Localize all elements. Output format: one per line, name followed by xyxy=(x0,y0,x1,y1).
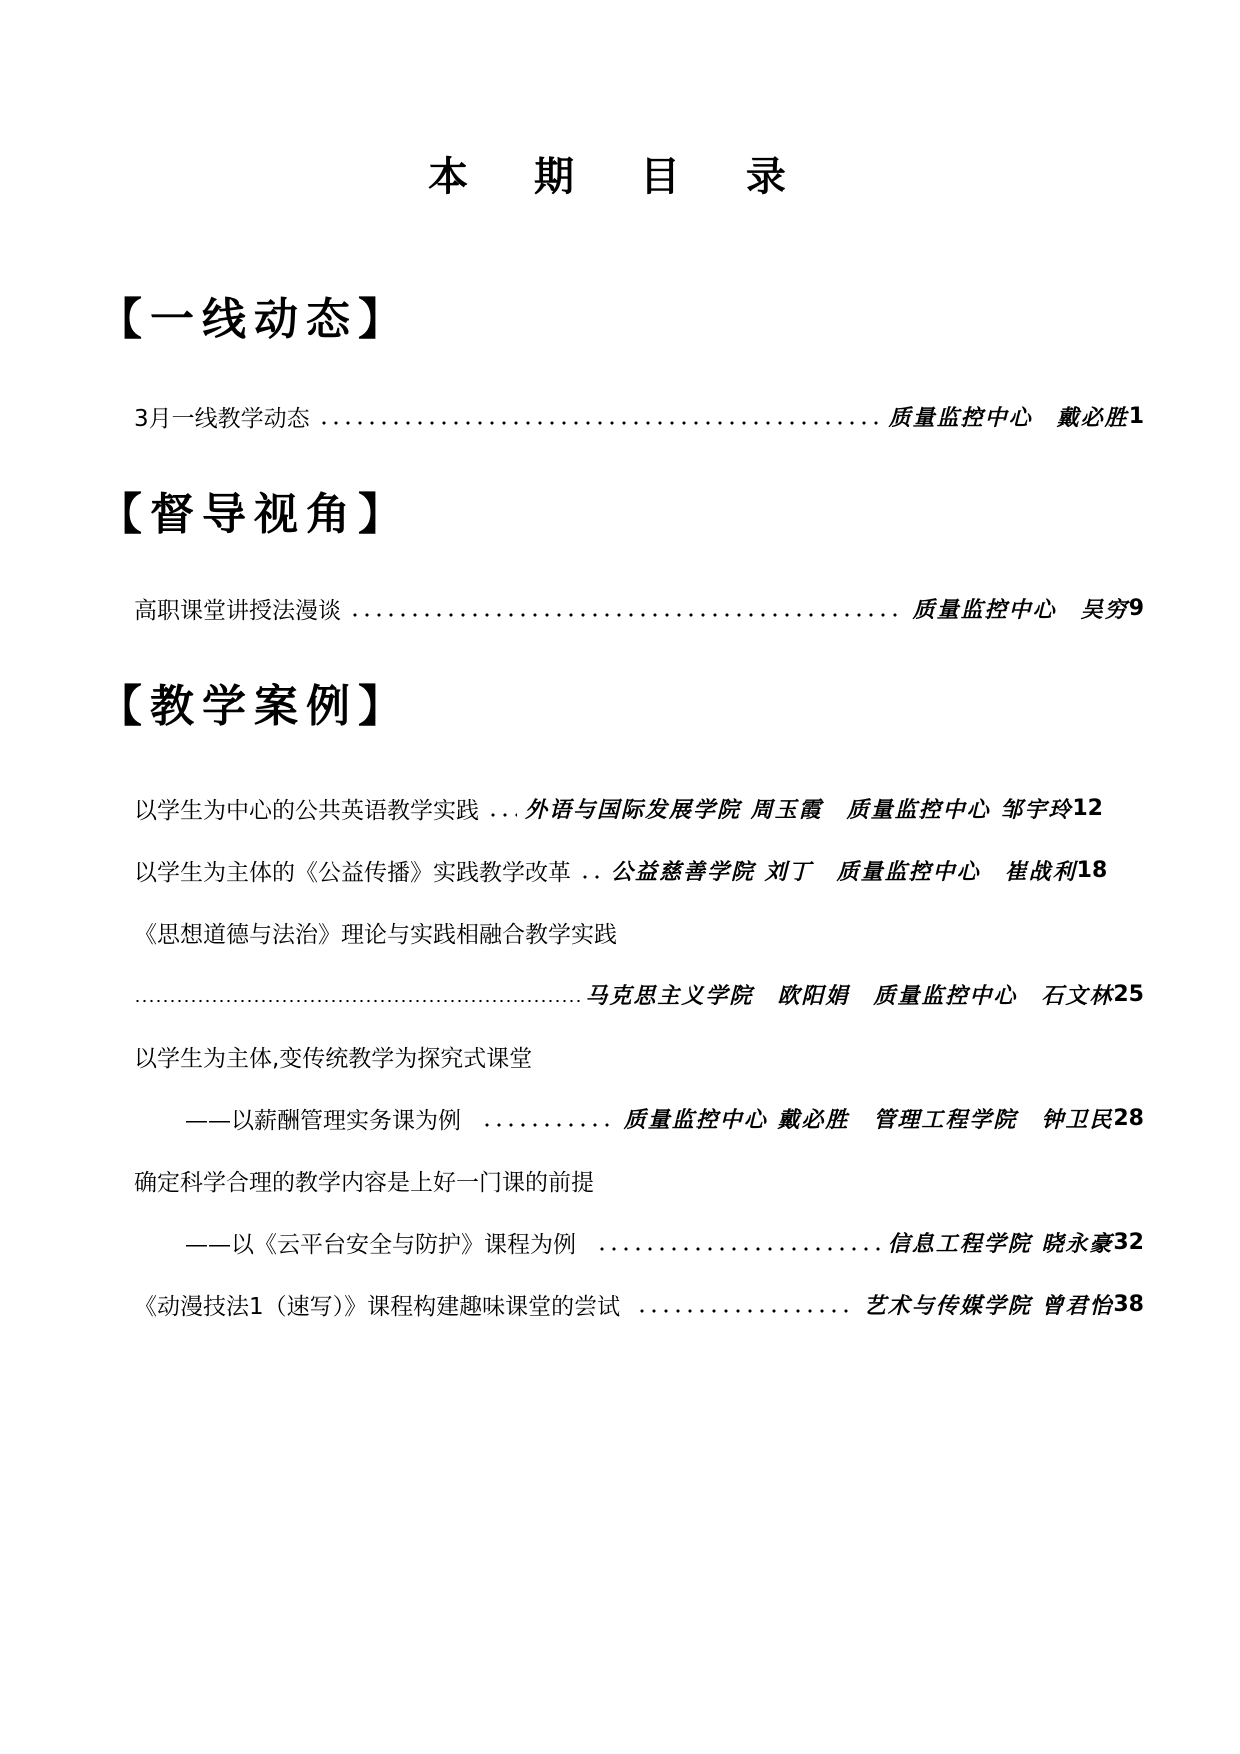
toc-entry-title-line[interactable] xyxy=(134,1036,1144,1076)
dot-leader xyxy=(481,1107,616,1129)
entry-page: 38 xyxy=(1113,1291,1144,1317)
entry-page: 12 xyxy=(1072,795,1103,821)
entry-page: 1 xyxy=(1128,403,1144,429)
entry-author: 公益慈善学院 刘丁 质量监控中心 崔战利 xyxy=(611,858,1077,885)
entry-page: 25 xyxy=(1113,981,1144,1007)
entry-title: 以学生为主体,变传统教学为探究式课堂 xyxy=(134,1045,533,1072)
entry-page: 18 xyxy=(1076,857,1108,883)
entry-title: 《思想道德与法治》理论与实践相融合教学实践 xyxy=(134,921,617,948)
entry-title: 确定科学合理的教学内容是上好一门课的前提 xyxy=(134,1169,594,1196)
dot-leader xyxy=(636,1293,856,1315)
toc-entry-subtitle-line[interactable] xyxy=(185,1222,1144,1262)
page-title: 本 期 目 录 xyxy=(428,153,812,200)
toc-entry-author-line[interactable] xyxy=(134,974,1144,1014)
toc-entry-title-line[interactable] xyxy=(134,1160,1144,1200)
entry-author: 质量监控中心 吴穷 xyxy=(912,596,1129,623)
entry-author: 外语与国际发展学院 周玉霞 质量监控中心 邹宇玲 xyxy=(525,796,1073,823)
entry-page: 9 xyxy=(1128,595,1144,621)
dot-leader xyxy=(579,859,603,881)
dot-leader xyxy=(487,797,517,819)
toc-entry[interactable] xyxy=(134,1284,1144,1324)
section-heading-frontline: 【一线动态】 xyxy=(98,294,410,345)
toc-entry[interactable] xyxy=(134,588,1144,628)
entry-author: 马克思主义学院 欧阳娟 质量监控中心 石文林 xyxy=(585,982,1114,1009)
dot-leader xyxy=(349,597,905,619)
section-heading-cases: 【教学案例】 xyxy=(98,681,410,732)
entry-title: 以学生为中心的公共英语教学实践 xyxy=(134,797,479,824)
toc-entry[interactable] xyxy=(134,396,1144,436)
entry-title: 以学生为主体的《公益传播》实践教学改革 xyxy=(134,859,571,886)
entry-page: 28 xyxy=(1113,1105,1144,1131)
entry-title: 高职课堂讲授法漫谈 xyxy=(134,597,341,624)
entry-author: 质量监控中心 戴必胜 管理工程学院 钟卫民 xyxy=(623,1106,1114,1133)
dot-leader xyxy=(596,1231,880,1253)
entry-title: 3月一线教学动态 xyxy=(134,405,310,432)
toc-entry-title-line[interactable] xyxy=(134,912,1144,952)
dot-leader xyxy=(134,983,581,1005)
toc-entry[interactable] xyxy=(134,788,1144,828)
dot-leader xyxy=(318,405,881,427)
entry-page: 32 xyxy=(1113,1229,1144,1255)
entry-subtitle: ——以《云平台安全与防护》课程为例 xyxy=(185,1231,576,1258)
entry-author: 艺术与传媒学院 曾君怡 xyxy=(863,1292,1114,1319)
entry-author: 信息工程学院 晓永豪 xyxy=(887,1230,1114,1257)
entry-title: 《动漫技法1（速写）》课程构建趣味课堂的尝试 xyxy=(134,1293,621,1320)
toc-entry[interactable] xyxy=(134,850,1144,890)
section-heading-supervision: 【督导视角】 xyxy=(98,489,410,540)
entry-author: 质量监控中心 戴必胜 xyxy=(888,404,1129,431)
toc-entry-subtitle-line[interactable] xyxy=(185,1098,1144,1138)
entry-subtitle: ——以薪酬管理实务课为例 xyxy=(185,1107,461,1134)
